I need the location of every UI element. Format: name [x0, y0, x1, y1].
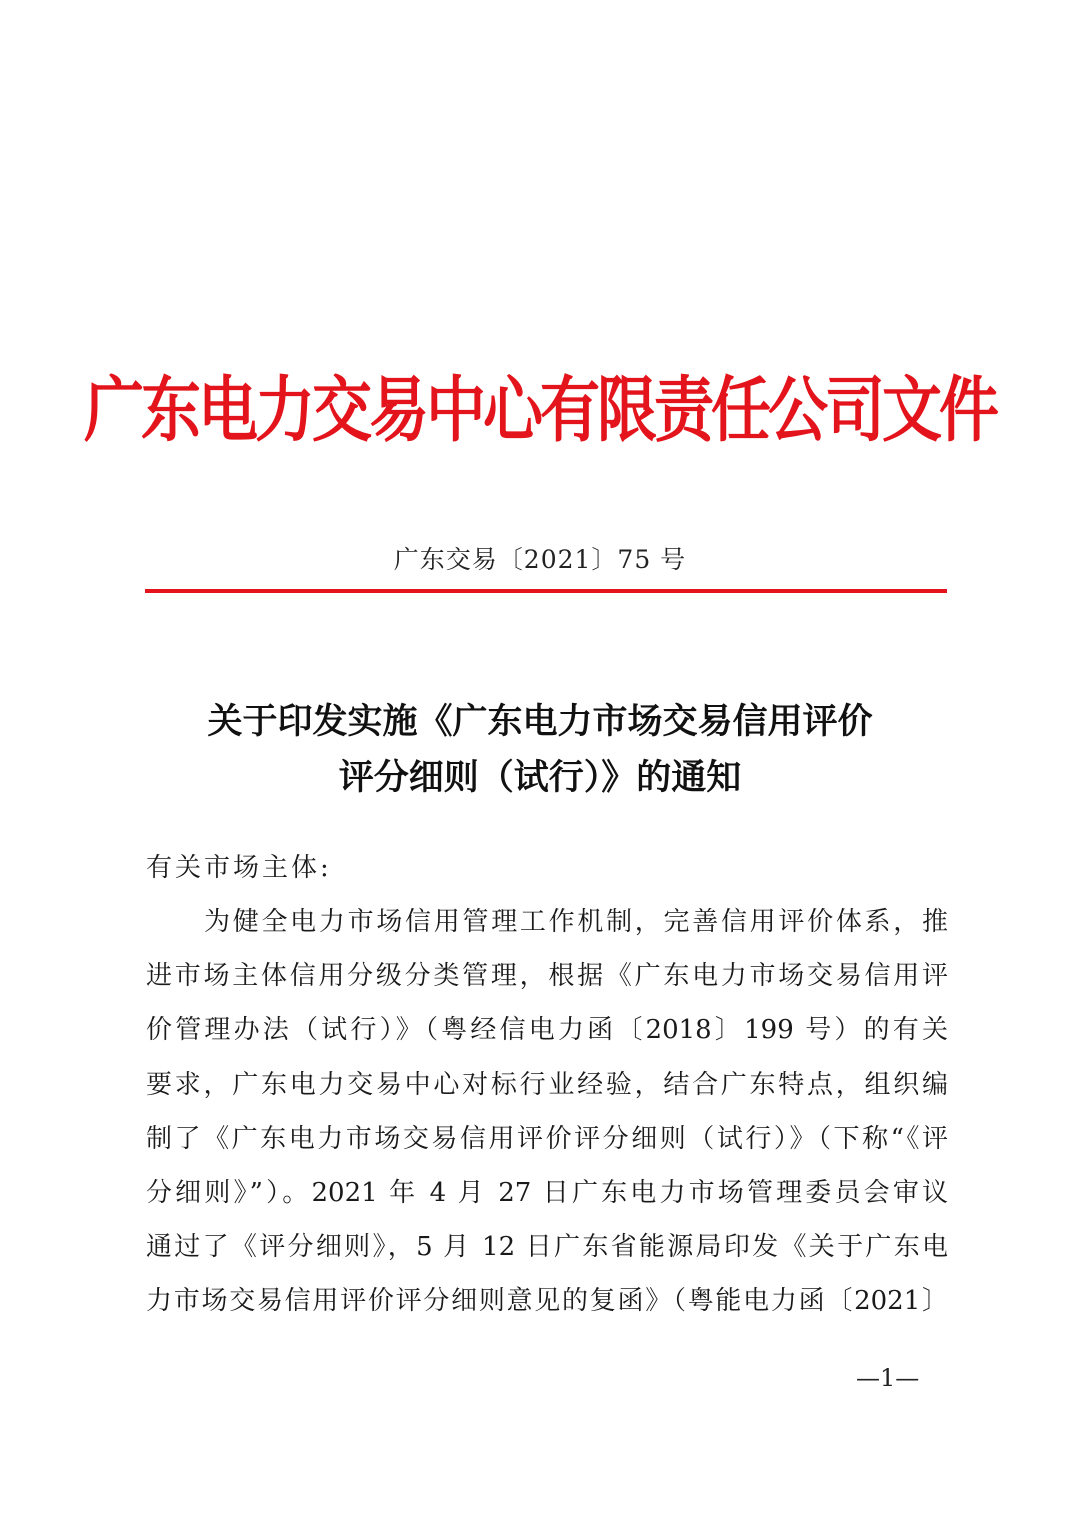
body-line: 价管理办法（试行）》（粤经信电力函〔2018〕199 号）的有关	[146, 1015, 948, 1046]
addressee: 有关市场主体:	[146, 853, 332, 883]
page-number: —1—	[856, 1364, 920, 1392]
notice-title-line-2: 评分细则（试行）》的通知	[338, 757, 742, 798]
document-number: 广东交易〔2021〕75 号	[393, 545, 687, 574]
notice-title	[0, 694, 1080, 806]
notice-title-line-1: 关于印发实施《广东电力市场交易信用评价	[207, 701, 873, 742]
body-line: 进市场主体信用分级分类管理，根据《广东电力市场交易信用评	[146, 961, 948, 992]
body-line: 力市场交易信用评价评分细则意见的复函》（粤能电力函〔2021〕	[146, 1286, 948, 1317]
body-line: 通过了《评分细则》，5 月 12 日广东省能源局印发《关于广东电	[146, 1232, 948, 1263]
red-separator-line	[145, 589, 947, 593]
body-line: 要求，广东电力交易中心对标行业经验，结合广东特点，组织编	[146, 1069, 948, 1100]
body-line: 分细则》”）。2021 年 4 月 27 日广东电力市场管理委员会审议	[146, 1177, 948, 1208]
document-masthead: 广东电力交易中心有限责任公司文件	[84, 369, 996, 453]
body-line: 制了《广东电力市场交易信用评价评分细则（试行）》（下称“《评	[146, 1123, 948, 1154]
body-text	[146, 902, 948, 1336]
body-line: 为健全电力市场信用管理工作机制，完善信用评价体系，推	[204, 907, 948, 937]
